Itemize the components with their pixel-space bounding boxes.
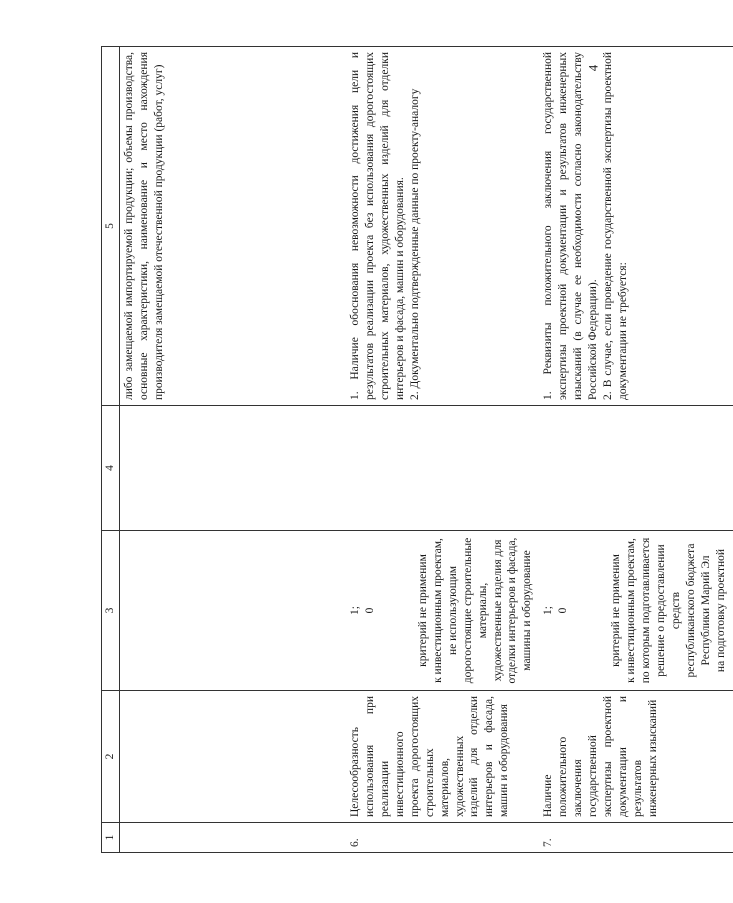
criteria-table <box>101 46 733 853</box>
criterion-cell: Целесообразность использования при реализации инвестиционного проекта дорогостоящих строительных материалов, художественных изделий для отделки интерьеров и фасада, машин и оборудования <box>346 691 539 823</box>
score-note: критерий не применим к инвестиционным проектам, не использующим дорогостоящие строительные материалы, художественные изделия для отделки интерьеров и фасада, машины и оборудование <box>416 537 534 684</box>
header-cell-5: 5 <box>102 47 120 406</box>
score-cell <box>539 531 732 691</box>
page-number: 4 <box>585 64 601 72</box>
row-number: 7. <box>539 823 732 853</box>
score-values: 1; 0 <box>348 606 376 615</box>
cell-empty <box>119 691 346 823</box>
header-cell-3: 3 <box>102 531 120 691</box>
header-cell-4: 4 <box>102 406 120 531</box>
header-cell-1: 1 <box>102 823 120 853</box>
weight-cell <box>539 406 732 531</box>
table-row-continuation <box>119 47 346 853</box>
continuation-documents-cell: либо замещаемой импортируемой продукции; объемы производства, основные характеристики, наименование и место нахождения производителя замещаемой отечественной продукции (работ, услуг) <box>119 47 346 406</box>
criterion-cell: Наличие положительного заключения государственной экспертизы проектной документации и результатов инженерных изысканий <box>539 691 732 823</box>
row-number: 6. <box>346 823 539 853</box>
table-row <box>539 47 732 853</box>
cell-empty <box>119 406 346 531</box>
score-note: критерий не применим к инвестиционным проектам, по которым подготавливается решение о предоставлении средств республиканского бюджета Республики Марий Эл на подготовку проектной <box>610 537 727 684</box>
cell-empty <box>119 823 346 853</box>
rotated-table-container <box>101 47 727 853</box>
weight-cell <box>346 406 539 531</box>
documents-cell: 1. Наличие обоснования невозможности достижения цели и результатов реализации проекта без использования дорогостоящих строительных материалов, художественных изделий для отделки интерьеров и фасада, машин и оборудования. 2. Документально подтвержденные данные по проекту-аналогу <box>346 47 539 406</box>
documents-cell: 1. Реквизиты положительного заключения государственной экспертизы проектной документации и результатов инженерных изысканий (в случае ее необходимости согласно законодательству Российской Федерации). 2. В случае, если проведение государственной экспертизы проектной документации не требуется: <box>539 47 732 406</box>
score-values: 1; 0 <box>542 606 570 615</box>
score-cell <box>346 531 539 691</box>
header-cell-2: 2 <box>102 691 120 823</box>
table-header-row <box>102 47 120 853</box>
table-row <box>346 47 539 853</box>
cell-empty <box>119 531 346 691</box>
